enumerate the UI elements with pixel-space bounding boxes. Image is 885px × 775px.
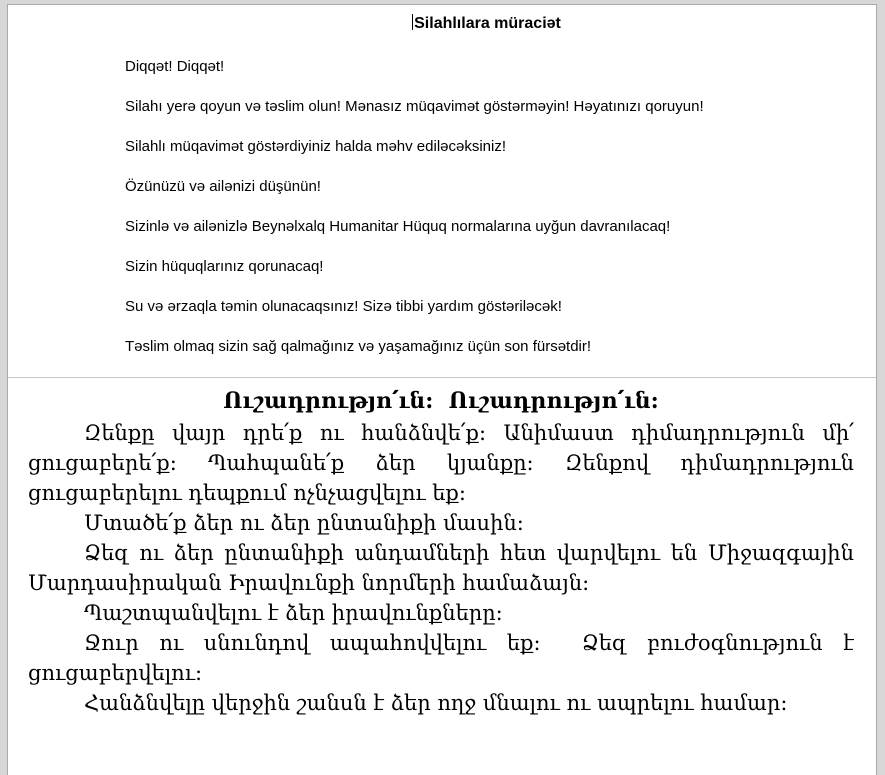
- az-paragraph[interactable]: Özünüzü və ailənizi düşünün!: [125, 178, 321, 195]
- hy-paragraph[interactable]: Պաշտպանվելու է ձեր իրավունքները:: [84, 601, 503, 625]
- hy-paragraph[interactable]: Մտածե՛ք ձեր ու ձեր ընտանիքի մասին:: [84, 511, 524, 535]
- az-paragraph-list: [125, 57, 848, 356]
- text-cursor: [412, 14, 413, 30]
- az-paragraph[interactable]: Sizinlə və ailənizlə Beynəlxalq Humanitar Hüquq normalarına uyğun davranılacaq!: [125, 218, 671, 235]
- hy-paragraph-list: [28, 418, 854, 718]
- section-azerbaijani[interactable]: [8, 5, 876, 377]
- az-paragraph[interactable]: Sizin hüquqlarınız qorunacaq!: [125, 258, 324, 275]
- section-armenian[interactable]: [8, 378, 876, 775]
- az-paragraph[interactable]: Silahlı müqavimət göstərdiyiniz halda məhv ediləcəksiniz!: [125, 138, 507, 155]
- hy-paragraph[interactable]: Զենքը վայր դրե՛ք ու հանձնվե՛ք: Անիմաստ դիմադրություն մի՛ ցուցաբերե՛ք: Պահպանե՛ք ձեր կյանքը: Զենքով դիմադրություն ցուցաբերելու դեպքում ոչնչացվելու եք:: [28, 421, 854, 505]
- hy-paragraph[interactable]: Ջուր ու սնունդով ապահովվելու եք: Ձեզ բուժօգնություն է ցուցաբերվելու:: [28, 631, 854, 685]
- az-section-title[interactable]: [125, 14, 848, 34]
- az-paragraph[interactable]: Su və ərzaqla təmin olunacaqsınız! Sizə tibbi yardım göstəriləcək!: [125, 298, 562, 315]
- hy-paragraph[interactable]: Ձեզ ու ձեր ընտանիքի անդամների հետ վարվելու են Միջազգային Մարդասիրական Իրավունքի նորմերի համաձայն:: [28, 541, 854, 595]
- az-section-title-text: Silahlılara müraciət: [414, 15, 561, 32]
- hy-section-title[interactable]: Ուշադրությո՛ւն: Ուշադրությո՛ւն:: [223, 388, 659, 414]
- hy-paragraph[interactable]: Հանձնվելը վերջին շանսն է ձեր ողջ մնալու ու ապրելու համար:: [84, 691, 788, 715]
- document-page-area[interactable]: [7, 4, 877, 775]
- az-paragraph[interactable]: Təslim olmaq sizin sağ qalmağınız və yaşamağınız üçün son fürsətdir!: [125, 338, 592, 355]
- az-paragraph[interactable]: Silahı yerə qoyun və təslim olun! Mənasız müqavimət göstərməyin! Həyatınızı qoruyun!: [125, 98, 704, 115]
- az-paragraph[interactable]: Diqqət! Diqqət!: [125, 58, 225, 75]
